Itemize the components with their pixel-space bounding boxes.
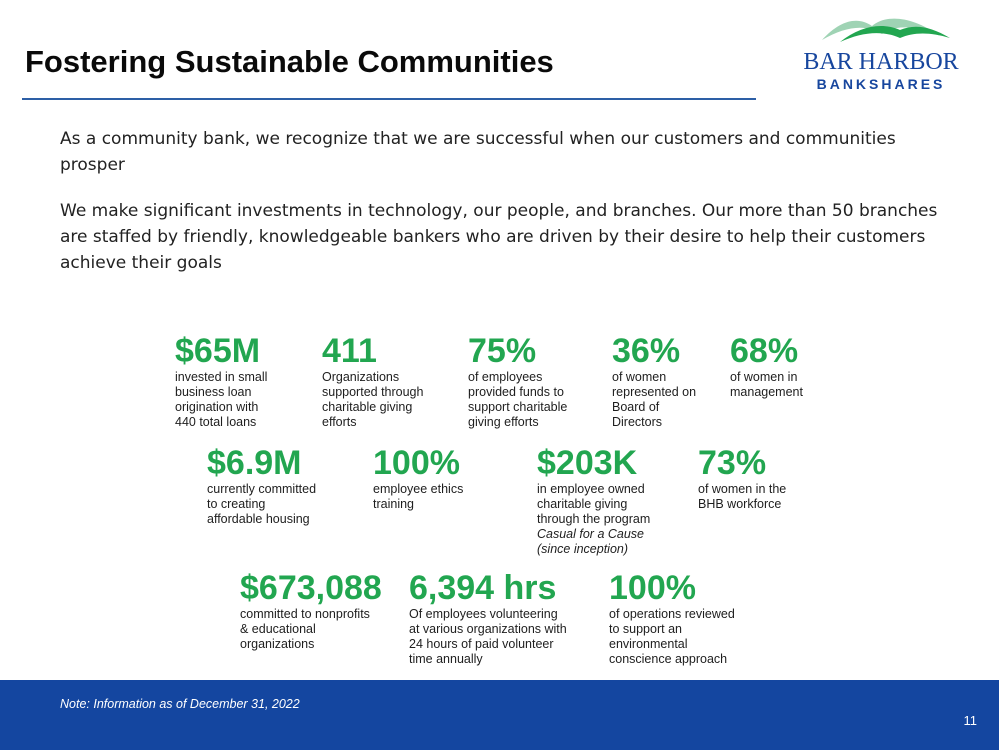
stat-block: [468, 333, 598, 430]
slide-title: Fostering Sustainable Communities: [25, 44, 554, 79]
stat-description-program: Casual for a Cause (since inception): [537, 527, 645, 556]
stat-description: of operations reviewed to support an environmental conscience approach: [609, 607, 735, 666]
logo-name: BAR HARBOR: [803, 49, 959, 75]
stat-block: [240, 570, 390, 652]
footer-note: Note: Information as of December 31, 2022: [60, 697, 300, 711]
stat-value: $65M: [175, 332, 261, 370]
stat-value: 75%: [468, 332, 537, 370]
stat-value: 411: [322, 332, 377, 370]
footer-bar: [0, 680, 999, 750]
stat-description: of women represented on Board of Directors: [612, 370, 697, 429]
stat-description: of women in the BHB workforce: [698, 482, 787, 511]
company-logo: [800, 12, 962, 94]
stat-description: Of employees volunteering at various organizations with 24 hours of paid volunteer time annually: [409, 607, 567, 666]
title-divider: [22, 98, 756, 100]
stat-block: [409, 570, 579, 667]
stat-description: Organizations supported through charitable giving efforts: [322, 370, 424, 429]
intro-paragraph: As a community bank, we recognize that we are successful when our customers and communities prosper: [60, 129, 896, 175]
stat-description: employee ethics training: [373, 482, 464, 511]
stat-block: [207, 445, 337, 527]
stat-block: [537, 445, 677, 557]
page-number: 11: [963, 713, 977, 728]
stat-description-text: in employee owned charitable giving through the program: [537, 482, 651, 526]
stat-description: [537, 482, 661, 557]
mountain-logo-icon: [800, 12, 962, 52]
intro-text: [60, 126, 950, 296]
stat-description: of employees provided funds to support charitable giving efforts: [468, 370, 568, 429]
stat-value: 73%: [698, 444, 767, 482]
stat-block: [373, 445, 503, 512]
stat-block: [612, 333, 722, 430]
stat-block: [322, 333, 452, 430]
stat-value: 36%: [612, 332, 681, 370]
stat-block: [698, 445, 808, 512]
stat-description: committed to nonprofits & educational organizations: [240, 607, 370, 651]
logo-subtitle: BANKSHARES: [816, 76, 946, 92]
stat-block: [730, 333, 830, 400]
stat-block: [175, 333, 305, 430]
stat-description: invested in small business loan origination with 440 total loans: [175, 370, 268, 429]
stat-description: currently committed to creating affordable housing: [207, 482, 317, 526]
intro-paragraph: We make significant investments in technology, our people, and branches. Our more than 50 branches are staffed by friendly, knowledgeable bankers who are driven by their desire to help their customers achieve their goals: [60, 201, 938, 273]
stat-block: [609, 570, 749, 667]
stat-value: 100%: [373, 444, 460, 482]
stat-value: $673,088: [240, 569, 382, 607]
stat-value: $203K: [537, 444, 638, 482]
stat-value: 6,394 hrs: [409, 569, 557, 607]
stat-value: 100%: [609, 569, 696, 607]
stat-value: $6.9M: [207, 444, 302, 482]
stat-value: 68%: [730, 332, 799, 370]
stat-description: of women in management: [730, 370, 803, 399]
